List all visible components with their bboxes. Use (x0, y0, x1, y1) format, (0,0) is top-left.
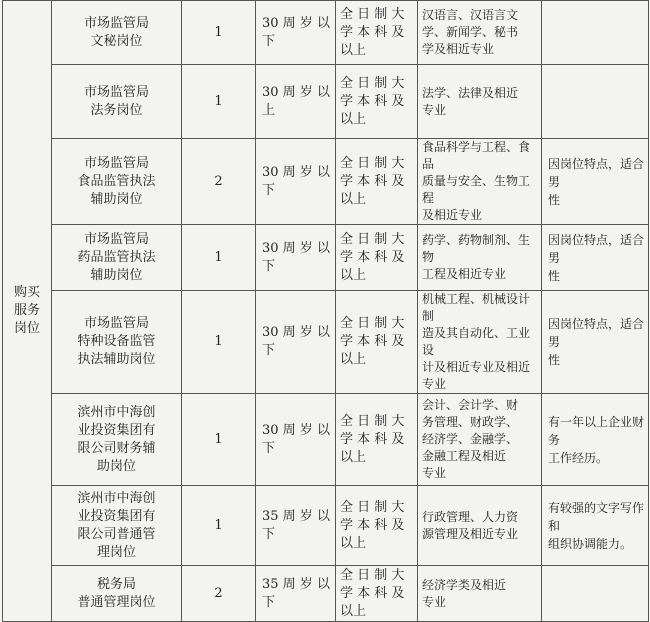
position-cell: 滨州市中海创 业投资集团有 限公司财务辅 助岗位 (52, 394, 182, 486)
count-cell: 1 (182, 1, 256, 65)
category-cell: 购买 服务 岗位 (3, 1, 52, 622)
age-cell: 30 周 岁 以 下 (256, 1, 336, 65)
position-cell: 滨州市中海创 业投资集团有 限公司普通管 理岗位 (52, 486, 182, 566)
major-cell: 汉语言、汉语言文 学、新闻学、秘书 学及相近专业 (418, 1, 542, 65)
age-cell: 30 周 岁 以 下 (256, 291, 336, 394)
note-cell: 有较强的文字写作和 组织协调能力。 (542, 486, 649, 566)
major-cell: 食品科学与工程、食品 质量与安全、生物工程 及相近专业 (418, 139, 542, 225)
major-cell: 经济学类及相近 专业 (418, 566, 542, 622)
count-cell: 1 (182, 394, 256, 486)
count-cell: 2 (182, 566, 256, 622)
age-cell: 35 周 岁 以 下 (256, 566, 336, 622)
education-cell: 全 日 制 大 学 本 科 及 以上 (336, 65, 418, 139)
note-cell: 有一年以上企业财务 工作经历。 (542, 394, 649, 486)
recruitment-table (2, 0, 649, 622)
age-cell: 35 周 岁 以 下 (256, 486, 336, 566)
major-cell: 法学、法律及相近 专业 (418, 65, 542, 139)
table-row (3, 65, 649, 139)
table-row (3, 225, 649, 291)
count-cell: 1 (182, 486, 256, 566)
position-cell: 市场监管局 药品监管执法 辅助岗位 (52, 225, 182, 291)
note-cell (542, 65, 649, 139)
note-cell (542, 1, 649, 65)
count-cell: 1 (182, 291, 256, 394)
education-cell: 全 日 制 大 学 本 科 及 以上 (336, 1, 418, 65)
position-cell: 市场监管局 文秘岗位 (52, 1, 182, 65)
table-row (3, 139, 649, 225)
table-row (3, 394, 649, 486)
position-cell: 市场监管局 食品监管执法 辅助岗位 (52, 139, 182, 225)
note-cell: 因岗位特点，适合男 性 (542, 291, 649, 394)
note-cell (542, 566, 649, 622)
major-cell: 行政管理、人力资 源管理及相近专业 (418, 486, 542, 566)
table-row (3, 566, 649, 622)
table-row (3, 291, 649, 394)
education-cell: 全 日 制 大 学 本 科 及 以上 (336, 394, 418, 486)
count-cell: 2 (182, 139, 256, 225)
education-cell: 全 日 制 大 学 本 科 及 以上 (336, 566, 418, 622)
education-cell: 全 日 制 大 学 本 科 及 以上 (336, 291, 418, 394)
count-cell: 1 (182, 225, 256, 291)
age-cell: 30 周 岁 以 下 (256, 139, 336, 225)
major-cell: 机械工程、机械设计制 造及其自动化、工业设 计及相近专业及相近 专业 (418, 291, 542, 394)
age-cell: 30 周 岁 以 上 (256, 65, 336, 139)
count-cell: 1 (182, 65, 256, 139)
education-cell: 全 日 制 大 学 本 科 及 以上 (336, 486, 418, 566)
position-cell: 市场监管局 法务岗位 (52, 65, 182, 139)
position-cell: 市场监管局 特种设备监管 执法辅助岗位 (52, 291, 182, 394)
age-cell: 30 周 岁 以 下 (256, 394, 336, 486)
age-cell: 30 周 岁 以 下 (256, 225, 336, 291)
education-cell: 全 日 制 大 学 本 科 及 以上 (336, 139, 418, 225)
table-row (3, 1, 649, 65)
major-cell: 会计、会计学、财 务管理、财政学、 经济学、金融学、 金融工程及相近 专业 (418, 394, 542, 486)
education-cell: 全 日 制 大 学 本 科 及 以上 (336, 225, 418, 291)
position-cell: 税务局 普通管理岗位 (52, 566, 182, 622)
major-cell: 药学、药物制剂、生物 工程及相近专业 (418, 225, 542, 291)
note-cell: 因岗位特点，适合男 性 (542, 139, 649, 225)
note-cell: 因岗位特点，适合男 性 (542, 225, 649, 291)
table-row (3, 486, 649, 566)
